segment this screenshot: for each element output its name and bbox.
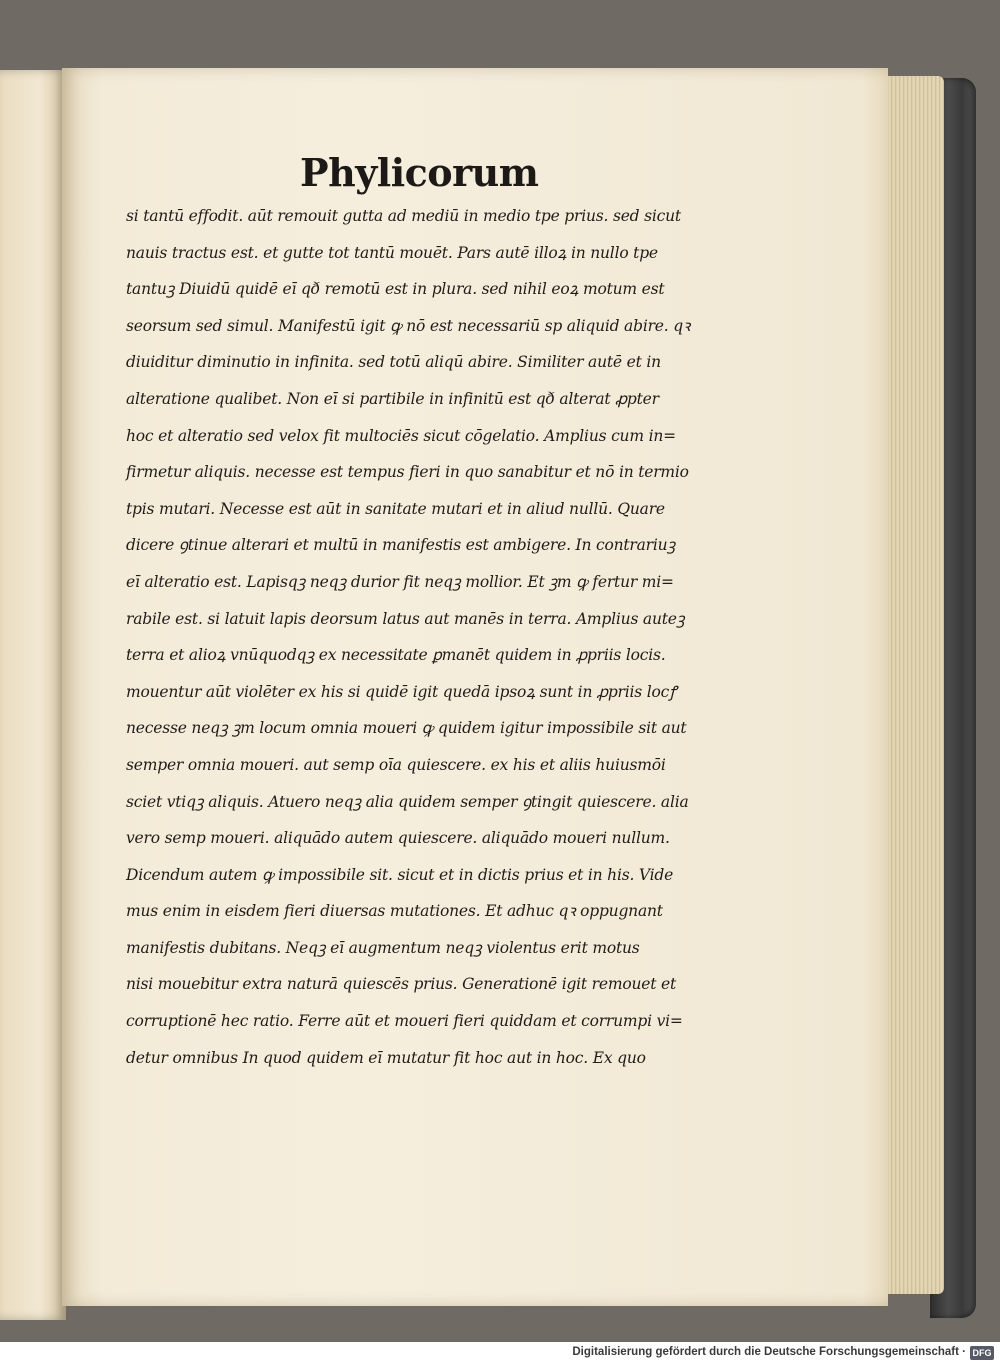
left-page-edge (0, 70, 66, 1320)
text-line: si tantū effodit. aūt remouit gutta ad mediū in medio tpe prius. sed sicut (126, 207, 681, 225)
text-line: detur omnibus In quod quidem eī mutatur fit hoc aut in hoc. Ex quo (126, 1048, 646, 1067)
text-line: alteratione qualibet. Non eī si partibile in infinitū est qð alterat ꝓpter (126, 389, 659, 408)
text-line: nisi mouebitur extra naturā quiescēs prius. Generationē igit remouet et (126, 975, 677, 994)
text-line: seorsum sed simul. Manifestū igit ꝙ nō est necessariū sp aliquid abire. qꝛ (126, 316, 691, 335)
text-line: sciet vtiqꝫ aliquis. Atuero neqꝫ alia quidem semper ꝯtingit quiescere. alia (126, 792, 689, 811)
text-line: terra et alioꝝ vnūquodqꝫ ex necessitate ꝑmanēt quidem in ꝓpriis locis. (126, 646, 666, 665)
text-line: tantuꝫ Diuidū quidē eī qð remotū est in plura. sed nihil eoꝝ motum est (126, 280, 665, 299)
text-line: dicere ꝯtinue alterari et multū in manifestis est ambigere. In contrariuꝫ (126, 536, 676, 555)
text-line: rabile est. si latuit lapis deorsum latus aut manēs in terra. Amplius auteꝫ (126, 609, 685, 628)
text-line: mouentur aūt violēter ex his si quidē igit quedā ipsoꝝ sunt in ꝓpriis locꝭ (126, 682, 677, 701)
text-line: corruptionē hec ratio. Ferre aūt et moueri fieri quiddam et corrumpi vi= (126, 1012, 683, 1031)
footer-bar (0, 1342, 1000, 1365)
text-line: diuiditur diminutio in infinita. sed totū aliqū abire. Similiter autē et in (126, 353, 661, 372)
text-line: tpis mutari. Necesse est aūt in sanitate mutari et in aliud nullū. Quare (126, 499, 665, 518)
text-line: eī alteratio est. Lapisqꝫ neqꝫ durior fit neqꝫ mollior. Et ꝫm ꝙ fertur mi= (126, 572, 674, 591)
text-line: vero semp moueri. aliquādo autem quiescere. aliquādo moueri nullum. (126, 829, 670, 848)
dfg-logo: DFG (970, 1346, 994, 1360)
text-line: semper omnia moueri. aut semp oīa quiescere. ex his et aliis huiusmōi (126, 755, 666, 774)
text-line: hoc et alteratio sed velox fit multociēs sicut cōgelatio. Amplius cum in= (126, 426, 676, 445)
funding-credit: Digitalisierung gefördert durch die Deutsche Forschungsgemeinschaft · (572, 1346, 966, 1358)
page-stack-edge (880, 76, 944, 1294)
text-line: nauis tractus est. et gutte tot tantū mouēt. Pars autē illoꝝ in nullo tpe (126, 243, 658, 262)
running-header: Phylicorum (300, 150, 539, 195)
text-line: manifestis dubitans. Neqꝫ eī augmentum neqꝫ violentus erit motus (126, 938, 640, 957)
text-line: necesse neqꝫ ꝫm locum omnia moueri ꝙ quidem igitur impossibile sit aut (126, 719, 687, 738)
text-line: Dicendum autem ꝙ impossibile sit. sicut et in dictis prius et in his. Vide (126, 865, 674, 884)
text-line: mus enim in eisdem fieri diuersas mutationes. Et adhuc qꝛ oppugnant (126, 902, 663, 921)
text-column (126, 198, 691, 1076)
text-line: firmetur aliquis. necesse est tempus fieri in quo sanabitur et nō in termio (126, 463, 689, 482)
